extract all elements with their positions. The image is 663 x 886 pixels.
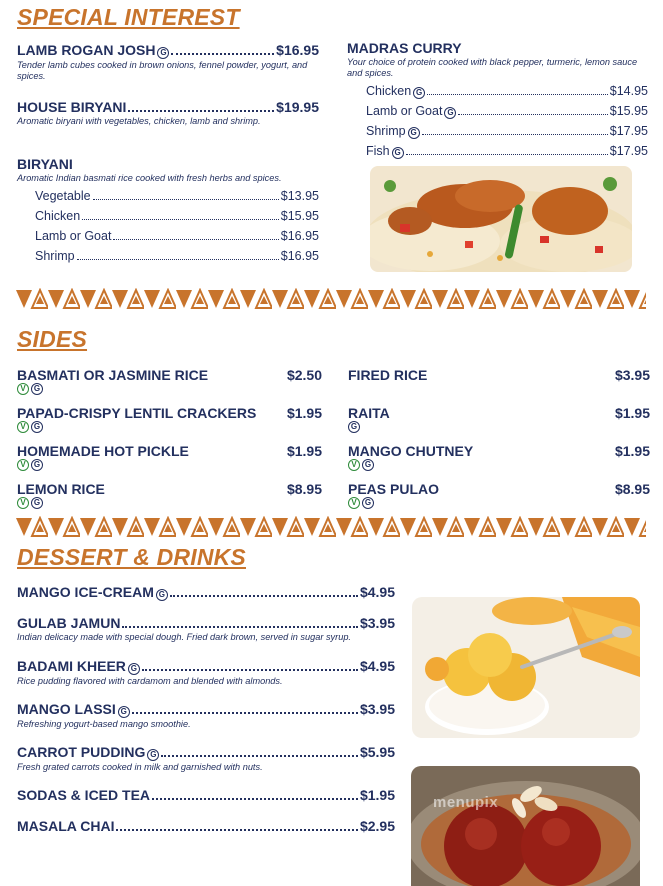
gluten-free-icon: G [413,87,425,99]
gluten-free-icon: G [157,47,169,59]
gluten-free-icon: G [31,383,43,395]
biryani-option[interactable] [35,209,319,229]
sides-right-column [348,367,650,519]
dot-leader [82,219,279,220]
gluten-free-icon: G [362,497,374,509]
dessert-item[interactable] [17,744,395,787]
dessert-item[interactable] [17,584,395,615]
dot-leader [152,798,358,800]
item-name: MANGO ICE-CREAM [17,584,154,600]
dot-leader [161,755,358,757]
item-name: GULAB JAMUN [17,615,121,631]
item-name: MANGO CHUTNEY [348,443,474,459]
option-name: Fish [366,144,390,158]
item-price: $4.95 [359,584,395,600]
item-description: Aromatic biryani with vegetables, chicken, lamb and shrimp. [17,116,261,126]
option-price: $17.95 [609,144,648,158]
menu-item-madras-curry [347,40,649,79]
biryani-option[interactable] [35,189,319,209]
item-price: $4.95 [359,658,395,674]
side-item[interactable] [17,481,322,519]
item-description: Tender lamb cubes cooked in brown onions, fennel powder, yogurt, and spices. [17,60,308,81]
item-name: BIRYANI [17,156,73,172]
item-price: $8.95 [286,481,322,497]
dot-leader [422,134,608,135]
item-price: $1.95 [614,405,650,421]
biryani-photo [370,166,632,272]
option-price: $13.95 [280,189,319,203]
option-name: Lamb or Goat [366,104,443,118]
menu-item-lamb-rogan-josh[interactable] [17,42,319,82]
option-name: Chicken [366,84,412,98]
madras-option[interactable] [366,104,648,124]
item-price: $3.95 [359,615,395,631]
item-name: MASALA CHAI [17,818,115,834]
watermark-logo: menupix [433,794,499,811]
option-name: Chicken [35,209,81,223]
item-description: Fresh grated carrots cooked in milk and garnished with nuts. [17,762,263,772]
item-name: LEMON RICE [17,481,105,497]
dot-leader [132,712,358,714]
item-description: Aromatic Indian basmati rice cooked with fresh herbs and spices. [17,173,282,183]
gluten-free-icon: G [444,107,456,119]
decorative-band [16,288,646,310]
dessert-item[interactable] [17,818,395,848]
side-item[interactable] [348,481,650,519]
gluten-free-icon: G [128,663,140,675]
biryani-option[interactable] [35,249,319,269]
biryani-option[interactable] [35,229,319,249]
option-price: $16.95 [280,249,319,263]
item-description: Rice pudding flavored with cardamom and blended with almonds. [17,676,283,686]
dessert-item[interactable] [17,701,395,744]
item-price: $1.95 [286,405,322,421]
decorative-band [16,516,646,538]
gluten-free-icon: G [147,749,159,761]
item-name: HOMEMADE HOT PICKLE [17,443,189,459]
dessert-drinks-title: DESSERT & DRINKS [17,544,246,570]
dessert-list [17,584,395,848]
madras-option[interactable] [366,84,648,104]
side-item[interactable] [348,443,650,481]
item-price: $8.95 [614,481,650,497]
item-price: $3.95 [614,367,650,383]
dot-leader [406,154,608,155]
gluten-free-icon: G [348,421,360,433]
item-price: $2.50 [286,367,322,383]
dessert-item[interactable] [17,787,395,818]
special-interest-title: SPECIAL INTEREST [17,4,240,30]
madras-option[interactable] [366,144,648,164]
item-description: Your choice of protein cooked with black pepper, turmeric, lemon sauce and spices. [347,57,638,78]
mango-ice-cream-photo [412,597,640,738]
item-name: MADRAS CURRY [347,40,462,56]
item-name: RAITA [348,405,390,421]
vegan-icon: V [348,459,360,471]
option-name: Vegetable [35,189,91,203]
dot-leader [77,259,279,260]
dot-leader [427,94,608,95]
item-price: $16.95 [276,42,319,58]
gluten-free-icon: G [392,147,404,159]
dot-leader [170,595,358,597]
option-price: $15.95 [280,209,319,223]
menu-item-house-biryani[interactable] [17,99,319,127]
biryani-options [35,189,319,269]
gulab-jamun-photo [411,766,640,886]
option-price: $17.95 [609,124,648,138]
gluten-free-icon: G [31,421,43,433]
item-name: HOUSE BIRYANI [17,99,127,115]
item-price: $1.95 [614,443,650,459]
gluten-free-icon: G [31,459,43,471]
dot-leader [116,829,357,831]
dot-leader [142,669,358,671]
item-name: BASMATI OR JASMINE RICE [17,367,209,383]
zigzag-pattern-icon [16,516,646,538]
dessert-item[interactable] [17,658,395,701]
dot-leader [93,199,279,200]
item-name: PAPAD-CRISPY LENTIL CRACKERS [17,405,257,421]
vegan-icon: V [17,383,29,395]
zigzag-pattern-icon [16,288,646,310]
item-price: $19.95 [276,99,319,115]
dot-leader [128,110,274,112]
item-price: $5.95 [359,744,395,760]
dessert-item[interactable] [17,615,395,658]
item-price: $1.95 [359,787,395,803]
vegan-icon: V [17,459,29,471]
gluten-free-icon: G [118,706,130,718]
madras-option[interactable] [366,124,648,144]
item-price: $3.95 [359,701,395,717]
vegan-icon: V [17,421,29,433]
option-price: $15.95 [609,104,648,118]
side-item[interactable] [348,405,650,443]
item-description: Indian delicacy made with special dough. Fried dark brown, served in sugar syrup. [17,632,351,642]
option-price: $14.95 [609,84,648,98]
dot-leader [171,53,274,55]
gluten-free-icon: G [362,459,374,471]
option-price: $16.95 [280,229,319,243]
gluten-free-icon: G [408,127,420,139]
option-name: Lamb or Goat [35,229,112,243]
dot-leader [458,114,607,115]
gluten-free-icon: G [31,497,43,509]
side-item[interactable] [17,405,322,443]
madras-options [366,84,648,164]
sides-title: SIDES [17,326,88,352]
sides-left-column [17,367,322,519]
item-name: MANGO LASSI [17,701,116,717]
item-price: $2.95 [359,818,395,834]
dot-leader [122,626,358,628]
item-description: Refreshing yogurt-based mango smoothie. [17,719,191,729]
side-item[interactable] [348,367,650,405]
item-name: FIRED RICE [348,367,428,383]
gluten-free-icon: G [156,589,168,601]
option-name: Shrimp [35,249,75,263]
item-name: CARROT PUDDING [17,744,146,760]
dot-leader [113,239,278,240]
side-item[interactable] [17,367,322,405]
item-price: $1.95 [286,443,322,459]
item-name: LAMB ROGAN JOSH [17,42,156,58]
menu-item-biryani [17,156,319,184]
vegan-icon: V [17,497,29,509]
option-name: Shrimp [366,124,406,138]
item-name: PEAS PULAO [348,481,440,497]
item-name: BADAMI KHEER [17,658,126,674]
item-name: SODAS & ICED TEA [17,787,151,803]
vegan-icon: V [348,497,360,509]
side-item[interactable] [17,443,322,481]
